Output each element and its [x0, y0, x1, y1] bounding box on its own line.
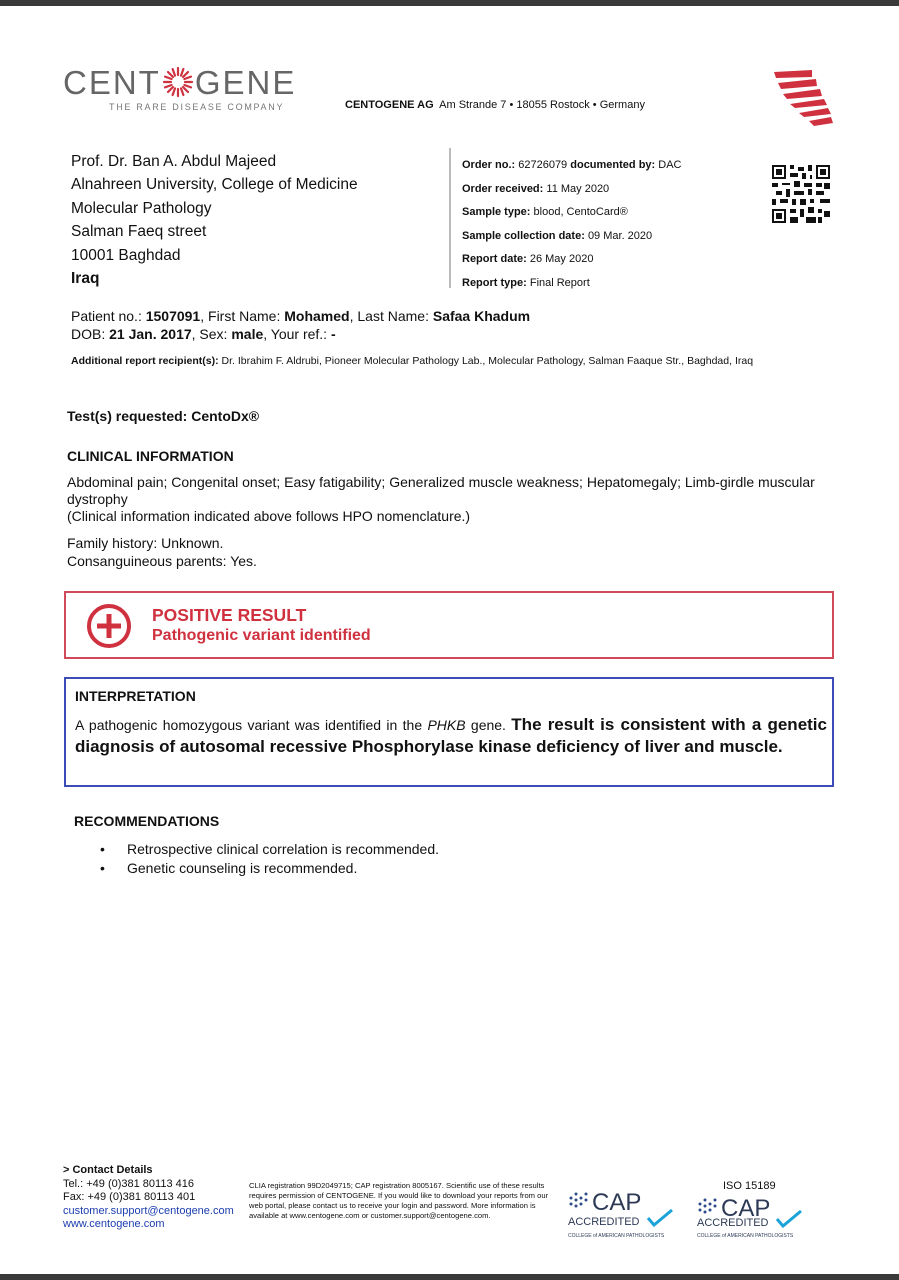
clinical-symptoms: Abdominal pain; Congenital onset; Easy fatigability; Generalized muscle weakness; Hepatomegaly; Limb-girdle muscular dystrophy [67, 474, 815, 507]
order-received-row: Order received: 11 May 2020 [462, 182, 610, 195]
logo-tagline: THE RARE DISEASE COMPANY [109, 102, 285, 112]
contact-fax: Fax: +49 (0)381 80113 401 [63, 1191, 196, 1203]
contact-tel: Tel.: +49 (0)381 80113 416 [63, 1177, 194, 1190]
result-title: POSITIVE RESULT [152, 605, 307, 625]
logo-text-left: CENT [63, 64, 161, 101]
svg-text:ACCREDITED: ACCREDITED [697, 1217, 769, 1229]
recipient-institution: Alnahreen University, College of Medicine [71, 176, 358, 194]
order-number-row: Order no.: 62726079 documented by: DAC [462, 159, 682, 171]
order-details [462, 154, 682, 296]
clinical-info-body [67, 474, 837, 525]
svg-text:COLLEGE of AMERICAN PATHOLOGIS: COLLEGE of AMERICAN PATHOLOGISTS [697, 1233, 794, 1239]
company-address: Am Strande 7 • 18055 Rostock • Germany [439, 99, 645, 111]
recipient-city: 10001 Baghdad [71, 246, 181, 264]
additional-recipients-label: Additional report recipient(s): [71, 355, 219, 367]
contact-website-link[interactable]: www.centogene.com [63, 1218, 165, 1230]
gene-name: PHKB [427, 717, 466, 733]
sample-type-row: Sample type: blood, CentoCard® [462, 206, 628, 219]
interpretation-conclusion: The result is consistent with a genetic diagnosis of autosomal recessive Phosphorylase kinase deficiency of liver and muscle. [75, 715, 827, 756]
top-border [0, 0, 899, 6]
sample-collection-row: Sample collection date: 09 Mar. 2020 [462, 229, 653, 242]
svg-text:COLLEGE of AMERICAN PATHOLOGIS: COLLEGE of AMERICAN PATHOLOGISTS [568, 1233, 665, 1239]
interpretation-heading: INTERPRETATION [75, 688, 196, 704]
additional-recipients-text: Dr. Ibrahim F. Aldrubi, Pioneer Molecular Pathology Lab., Molecular Pathology, Salman Faaque Str., Baghdad, Iraq [221, 355, 754, 367]
logo-text-right: GENE [194, 64, 297, 101]
consanguinity-text: Consanguineous parents: Yes. [67, 552, 257, 569]
list-item: • Retrospective clinical correlation is recommended. [100, 840, 439, 859]
clinical-hpo-note: (Clinical information indicated above follows HPO nomenclature.) [67, 508, 471, 524]
logo-sun-icon [162, 66, 194, 98]
centogene-corner-mark-icon [772, 68, 834, 130]
interpretation-text: A pathogenic homozygous variant was identified in the PHKB gene. The result is consistent with a genetic diagnosis of autosomal recessive Phosphorylase kinase deficiency of liver and muscle. [75, 715, 827, 756]
bottom-border [0, 1274, 899, 1280]
qr-code-icon[interactable] [772, 165, 830, 223]
interpretation-box [64, 677, 834, 787]
contact-details [63, 1164, 234, 1232]
recipient-name: Prof. Dr. Ban A. Abdul Majeed [71, 153, 277, 170]
recommendations-heading: RECOMMENDATIONS [74, 813, 220, 829]
iso-label: ISO 15189 [723, 1180, 776, 1192]
company-name: CENTOGENE AG [345, 99, 434, 111]
patient-dob-row: DOB: 21 Jan. 2017, Sex: male, Your ref.: - [71, 325, 336, 342]
contact-heading: > Contact Details [63, 1164, 153, 1176]
header-divider [449, 148, 451, 288]
contact-email-link[interactable]: customer.support@centogene.com [63, 1204, 234, 1217]
patient-info [71, 308, 530, 343]
company-address-line [345, 99, 645, 111]
svg-text:CAP: CAP [721, 1195, 771, 1222]
clinical-info-heading: CLINICAL INFORMATION [67, 448, 234, 464]
recipient-street: Salman Faeq street [71, 223, 207, 241]
report-type-row: Report type: Final Report [462, 276, 590, 289]
list-item: • Genetic counseling is recommended. [100, 859, 439, 878]
cap-accredited-logo [566, 1186, 676, 1246]
positive-result-box [64, 591, 834, 659]
svg-text:CAP: CAP [592, 1189, 642, 1216]
recipient-country: Iraq [71, 270, 100, 288]
clia-registration-text: CLIA registration 99D2049715; CAP registration 8005167. Scientific use of these results requires permission of CENTOGENE. If you would like to download your reports from our web portal, please contact us to receive your login and password. More information is available at www.centogene.com or customer.support@centogene.com. [249, 1181, 549, 1220]
svg-text:ACCREDITED: ACCREDITED [568, 1216, 640, 1228]
plus-circle-icon [86, 603, 132, 649]
centogene-logo [63, 64, 297, 112]
report-date-row: Report date: 26 May 2020 [462, 253, 594, 266]
recipient-address [71, 150, 358, 290]
recommendations-list [100, 840, 439, 877]
patient-name-row: Patient no.: 1507091, First Name: Mohamed, Last Name: Safaa Khadum [71, 308, 531, 324]
additional-recipients [71, 354, 811, 368]
cap-iso-accredited-logo [695, 1192, 805, 1252]
family-history [67, 535, 257, 570]
tests-requested: Test(s) requested: CentoDx® [67, 408, 260, 424]
family-history-text: Family history: Unknown. [67, 535, 224, 551]
recipient-department: Molecular Pathology [71, 199, 212, 217]
result-subtitle: Pathogenic variant identified [152, 627, 371, 644]
